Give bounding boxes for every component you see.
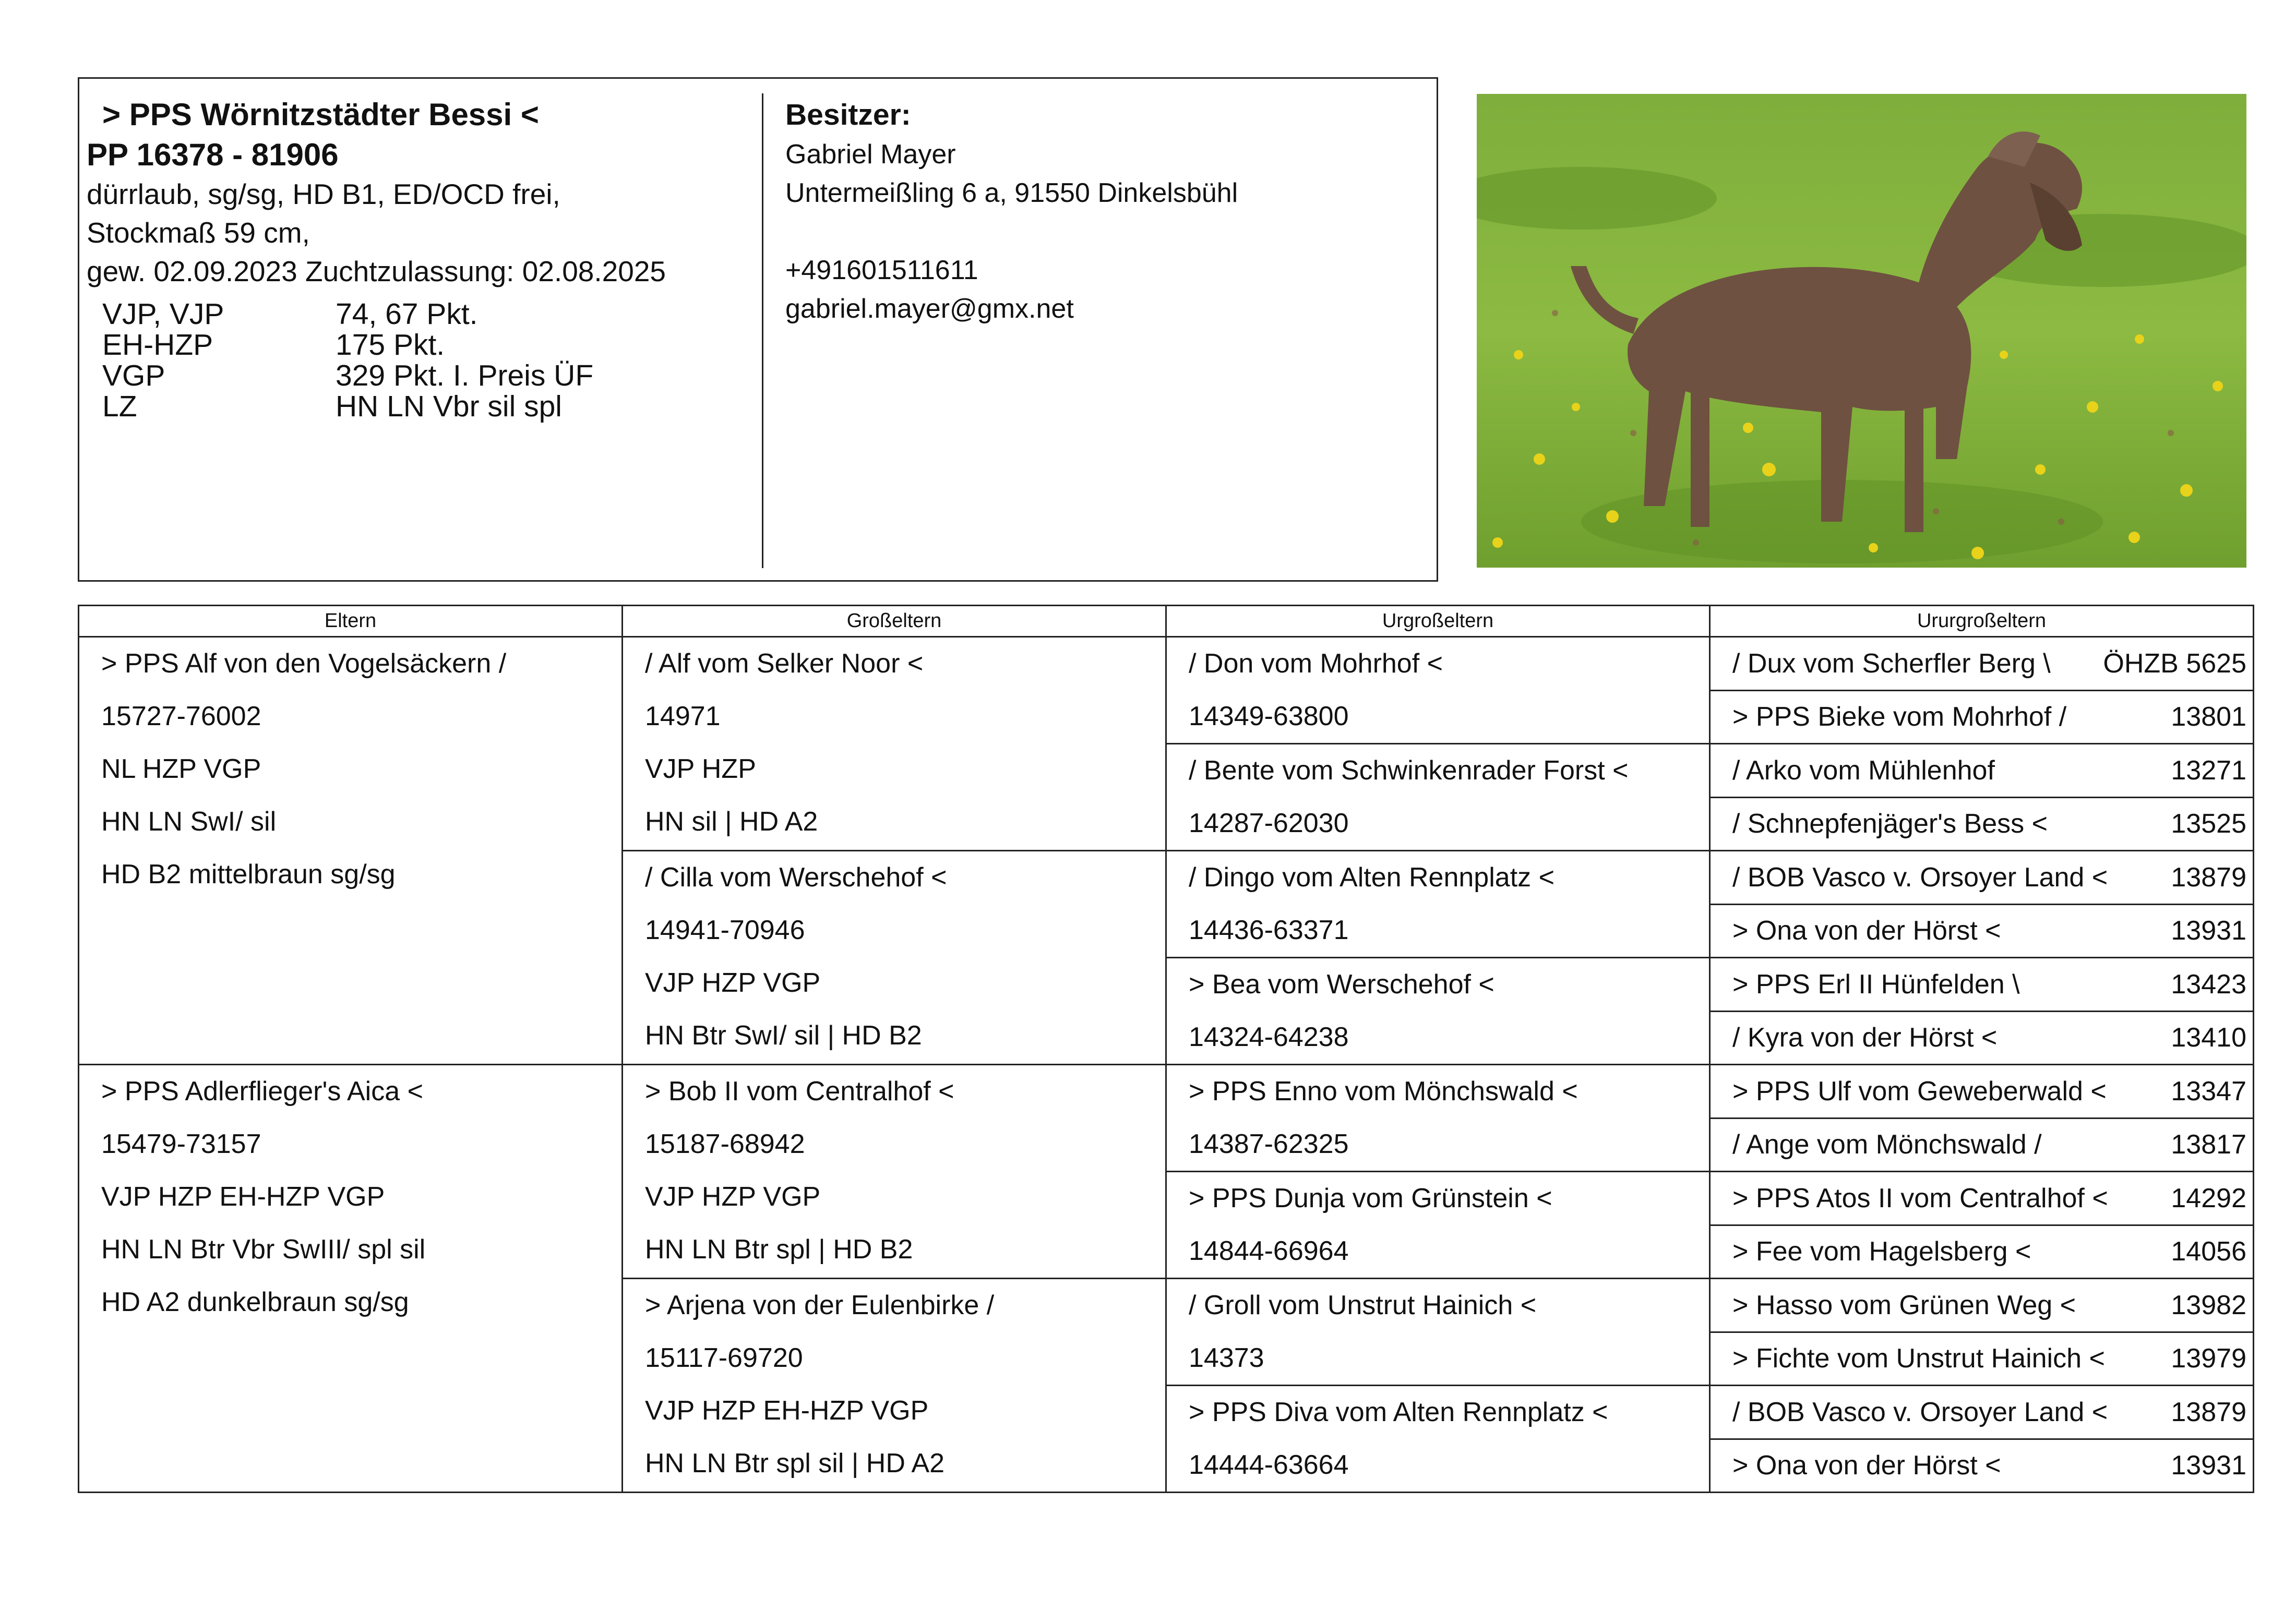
pedigree-line: NL HZP VGP bbox=[101, 754, 261, 784]
great-great-grandparent-cell bbox=[1710, 1011, 2254, 1065]
pedigree-line: > PPS Enno vom Mönchswald < bbox=[1189, 1076, 1578, 1107]
pedigree-line: 14971 bbox=[645, 701, 721, 731]
result-row bbox=[102, 360, 749, 391]
header-eltern: Eltern bbox=[79, 606, 623, 637]
pedigree-line: 14444-63664 bbox=[1189, 1450, 1349, 1480]
pedigree-line: VJP HZP EH-HZP VGP bbox=[645, 1396, 929, 1426]
pedigree-line: / Groll vom Unstrut Hainich < bbox=[1189, 1290, 1537, 1320]
ancestor-number: 14292 bbox=[2171, 1183, 2246, 1213]
spacer bbox=[785, 212, 1412, 251]
great-great-grandparent-cell bbox=[1710, 637, 2254, 691]
ancestor-name: / BOB Vasco v. Orsoyer Land < bbox=[1732, 1397, 2108, 1427]
great-great-grandparent-cell bbox=[1710, 1386, 2254, 1439]
pedigree-line: 14287-62030 bbox=[1189, 808, 1349, 838]
pedigree-line: HN LN Btr spl | HD B2 bbox=[645, 1234, 913, 1265]
result-value: 329 Pkt. I. Preis ÜF bbox=[336, 359, 594, 392]
great-grandparent-cell bbox=[1166, 1172, 1710, 1279]
pedigree-line: HN sil | HD A2 bbox=[645, 807, 818, 837]
result-label: VGP bbox=[102, 359, 165, 392]
pedigree-table bbox=[78, 605, 2254, 1493]
ancestor-number: 13879 bbox=[2171, 862, 2246, 893]
dog-description-line: Stockmaß 59 cm, bbox=[87, 217, 310, 249]
great-great-grandparent-cell bbox=[1710, 1118, 2254, 1172]
great-grandparent-cell bbox=[1166, 744, 1710, 851]
result-row bbox=[102, 299, 749, 330]
ancestor-name: > Ona von der Hörst < bbox=[1732, 1450, 2001, 1481]
ancestor-name: / Ange vom Mönchswald / bbox=[1732, 1129, 2042, 1160]
pedigree-line: 14941-70946 bbox=[645, 915, 805, 945]
parent-cell bbox=[79, 637, 623, 1065]
pedigree-line: VJP HZP EH-HZP VGP bbox=[101, 1182, 385, 1212]
owner-heading: Besitzer: bbox=[785, 98, 911, 131]
pedigree-line: > Arjena von der Eulenbirke / bbox=[645, 1290, 995, 1320]
great-great-grandparent-cell bbox=[1710, 797, 2254, 851]
grandparent-cell bbox=[623, 1065, 1166, 1279]
great-great-grandparent-cell bbox=[1710, 851, 2254, 905]
ancestor-number: 13271 bbox=[2171, 755, 2246, 786]
ancestor-name: > Fichte vom Unstrut Hainich < bbox=[1732, 1343, 2105, 1374]
pedigree-line: 15187-68942 bbox=[645, 1129, 805, 1159]
test-results bbox=[102, 299, 749, 422]
owner-email: gabriel.mayer@gmx.net bbox=[785, 294, 1074, 324]
grandparent-cell bbox=[623, 637, 1166, 851]
dog-reg-number: PP 16378 - 81906 bbox=[87, 137, 339, 172]
pedigree-line: HN LN Btr spl sil | HD A2 bbox=[645, 1448, 945, 1478]
great-great-grandparent-cell bbox=[1710, 1439, 2254, 1493]
dog-photo-icon bbox=[1477, 94, 2246, 568]
pedigree-line: HN LN SwI/ sil bbox=[101, 807, 277, 837]
dog-info-box bbox=[78, 77, 1438, 582]
pedigree-line: / Alf vom Selker Noor < bbox=[645, 648, 924, 679]
result-label: LZ bbox=[102, 390, 137, 423]
result-row bbox=[102, 330, 749, 360]
owner-address: Untermeißling 6 a, 91550 Dinkelsbühl bbox=[785, 178, 1238, 208]
dog-description-line: gew. 02.09.2023 Zuchtzulassung: 02.08.2025 bbox=[87, 255, 666, 287]
great-great-grandparent-cell bbox=[1710, 904, 2254, 958]
owner-name: Gabriel Mayer bbox=[785, 139, 956, 170]
column-divider bbox=[762, 93, 763, 568]
ancestor-name: > Hasso vom Grünen Weg < bbox=[1732, 1290, 2076, 1320]
pedigree-line: VJP HZP bbox=[645, 754, 756, 784]
great-great-grandparent-cell bbox=[1710, 1332, 2254, 1386]
ancestor-number: 13931 bbox=[2171, 1450, 2246, 1481]
ancestor-name: > Fee vom Hagelsberg < bbox=[1732, 1236, 2031, 1267]
ancestor-name: / Dux vom Scherfler Berg \ bbox=[1732, 648, 2051, 679]
pedigree-line: / Don vom Mohrhof < bbox=[1189, 648, 1443, 679]
ancestor-name: / Arko vom Mühlenhof bbox=[1732, 755, 1995, 786]
ancestor-name: > PPS Erl II Hünfelden \ bbox=[1732, 969, 2020, 1000]
ancestor-number: 13982 bbox=[2171, 1290, 2246, 1320]
header-grosseltern: Großeltern bbox=[623, 606, 1166, 637]
pedigree-line: 14436-63371 bbox=[1189, 915, 1349, 945]
pedigree-line: HN LN Btr Vbr SwIII/ spl sil bbox=[101, 1234, 426, 1265]
dog-description-line: dürrlaub, sg/sg, HD B1, ED/OCD frei, bbox=[87, 178, 560, 210]
dog-name: > PPS Wörnitzstädter Bessi < bbox=[102, 97, 539, 132]
pedigree-line: > PPS Alf von den Vogelsäckern / bbox=[101, 648, 507, 679]
ancestor-name: > Ona von der Hörst < bbox=[1732, 916, 2001, 946]
result-value: 74, 67 Pkt. bbox=[336, 297, 478, 331]
pedigree-line: HD B2 mittelbraun sg/sg bbox=[101, 859, 396, 889]
result-label: VJP, VJP bbox=[102, 297, 224, 331]
great-great-grandparent-cell bbox=[1710, 1065, 2254, 1119]
pedigree-line: VJP HZP VGP bbox=[645, 968, 821, 998]
ancestor-number: 13423 bbox=[2171, 969, 2246, 1000]
ancestor-name: > PPS Atos II vom Centralhof < bbox=[1732, 1183, 2108, 1213]
great-grandparent-cell bbox=[1166, 1386, 1710, 1493]
great-great-grandparent-cell bbox=[1710, 690, 2254, 744]
result-row bbox=[102, 391, 749, 422]
ancestor-number: 13410 bbox=[2171, 1023, 2246, 1053]
pedigree-header-row bbox=[79, 606, 2254, 637]
great-grandparent-cell bbox=[1166, 958, 1710, 1065]
pedigree-line: 14324-64238 bbox=[1189, 1022, 1349, 1052]
pedigree-row bbox=[79, 637, 2254, 691]
pedigree-line: 14373 bbox=[1189, 1343, 1264, 1373]
ancestor-name: > PPS Bieke vom Mohrhof / bbox=[1732, 702, 2067, 732]
great-great-grandparent-cell bbox=[1710, 1225, 2254, 1279]
ancestor-number: 13525 bbox=[2171, 809, 2246, 839]
pedigree-line: 15479-73157 bbox=[101, 1129, 261, 1159]
pedigree-line: > PPS Adlerflieger's Aica < bbox=[101, 1076, 423, 1107]
ancestor-number: 13801 bbox=[2171, 702, 2246, 732]
great-grandparent-cell bbox=[1166, 1279, 1710, 1386]
result-value: 175 Pkt. bbox=[336, 328, 445, 362]
pedigree-line: / Cilla vom Werschehof < bbox=[645, 862, 947, 893]
pedigree-line: > PPS Dunja vom Grünstein < bbox=[1189, 1183, 1552, 1213]
dog-photo bbox=[1477, 94, 2246, 568]
pedigree-line: > PPS Diva vom Alten Rennplatz < bbox=[1189, 1397, 1608, 1427]
ancestor-number: 13879 bbox=[2171, 1397, 2246, 1427]
pedigree-line: > Bea vom Werschehof < bbox=[1189, 969, 1494, 1000]
header-ururgrosseltern: Ururgroßeltern bbox=[1710, 606, 2254, 637]
parent-cell bbox=[79, 1065, 623, 1493]
great-grandparent-cell bbox=[1166, 1065, 1710, 1172]
pedigree-row bbox=[79, 1065, 2254, 1119]
result-value: HN LN Vbr sil spl bbox=[336, 390, 562, 423]
ancestor-number: ÖHZB 5625 bbox=[2103, 648, 2246, 679]
great-grandparent-cell bbox=[1166, 851, 1710, 958]
pedigree-line: HN Btr SwI/ sil | HD B2 bbox=[645, 1020, 922, 1051]
great-great-grandparent-cell bbox=[1710, 1172, 2254, 1225]
ancestor-name: / Kyra von der Hörst < bbox=[1732, 1023, 1998, 1053]
pedigree-line: 15727-76002 bbox=[101, 701, 261, 731]
ancestor-number: 13931 bbox=[2171, 916, 2246, 946]
pedigree-line: 14387-62325 bbox=[1189, 1129, 1349, 1159]
pedigree-line: / Dingo vom Alten Rennplatz < bbox=[1189, 862, 1554, 893]
pedigree-line: HD A2 dunkelbraun sg/sg bbox=[101, 1287, 409, 1317]
ancestor-number: 13817 bbox=[2171, 1129, 2246, 1160]
pedigree-line: > Bob II vom Centralhof < bbox=[645, 1076, 954, 1107]
pedigree-line: / Bente vom Schwinkenrader Forst < bbox=[1189, 755, 1629, 786]
dog-details bbox=[87, 94, 749, 422]
ancestor-name: > PPS Ulf vom Geweberwald < bbox=[1732, 1076, 2107, 1107]
ancestor-number: 13979 bbox=[2171, 1343, 2246, 1374]
great-great-grandparent-cell bbox=[1710, 958, 2254, 1012]
ancestor-name: / Schnepfenjäger's Bess < bbox=[1732, 809, 2048, 839]
pedigree-line: 15117-69720 bbox=[645, 1343, 803, 1373]
great-grandparent-cell bbox=[1166, 637, 1710, 744]
great-great-grandparent-cell bbox=[1710, 1279, 2254, 1332]
ancestor-name: / BOB Vasco v. Orsoyer Land < bbox=[1732, 862, 2108, 893]
result-label: EH-HZP bbox=[102, 328, 213, 362]
ancestor-number: 13347 bbox=[2171, 1076, 2246, 1107]
owner-phone: +491601511611 bbox=[785, 255, 978, 285]
owner-details bbox=[785, 94, 1412, 328]
pedigree-line: 14349-63800 bbox=[1189, 701, 1349, 731]
pedigree-line: VJP HZP VGP bbox=[645, 1182, 821, 1212]
header-urgrosseltern: Urgroßeltern bbox=[1166, 606, 1710, 637]
grandparent-cell bbox=[623, 1279, 1166, 1493]
pedigree-line: 14844-66964 bbox=[1189, 1236, 1349, 1266]
grandparent-cell bbox=[623, 851, 1166, 1065]
great-great-grandparent-cell bbox=[1710, 744, 2254, 798]
ancestor-number: 14056 bbox=[2171, 1236, 2246, 1267]
